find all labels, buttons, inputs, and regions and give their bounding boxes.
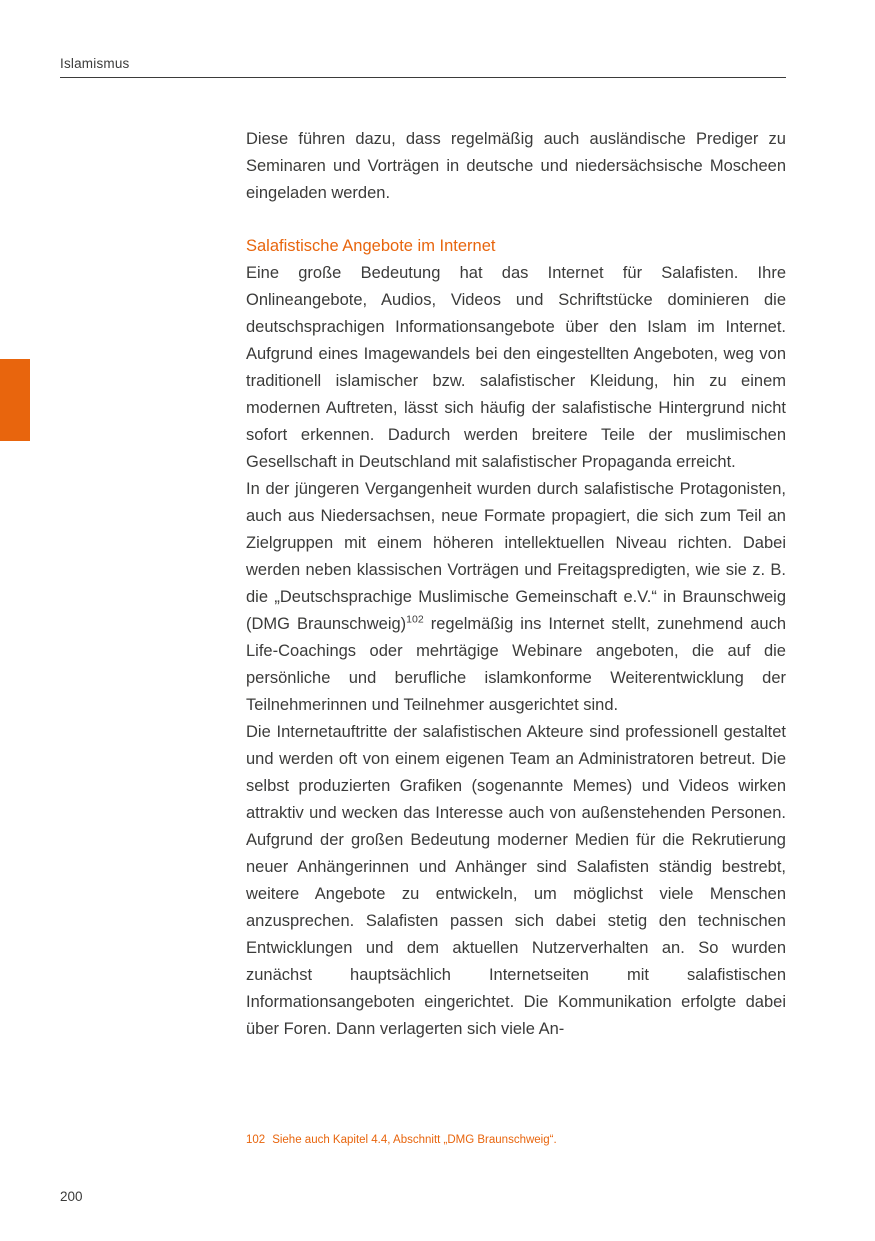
footnote — [246, 1133, 786, 1148]
paragraph-text-after-footnote: regelmäßig ins Internet stellt, zunehmend auch Life-Coachings oder mehrtägige Webinare angeboten, die auf die persönliche und berufliche islamkonforme Weiterentwicklung der Teilnehmerinnen und Teilnehmer ausgerichtet sind. — [246, 615, 786, 714]
section-heading: Salafistische Angebote im Internet — [246, 237, 496, 255]
paragraph-internet-bedeutung: Eine große Bedeutung hat das Internet für Salafisten. Ihre Onlineangebote, Audios, Videos und Schriftstücke dominieren die deutschsprachigen Informationsangebote über den Islam im Internet. Aufgrund eines Imagewandels bei den eingestellten Angeboten, weg von traditionell islamischer bzw. salafistischer Kleidung, hin zu einem modernen Auftreten, lässt sich häufig der salafistische Hintergrund nicht sofort erkennen. Dadurch werden breitere Teile der muslimischen Gesellschaft in Deutschland mit salafistischer Propaganda erreicht. — [246, 264, 786, 471]
paragraph-neue-formate — [246, 476, 786, 719]
paragraph-intro: Diese führen dazu, dass regelmäßig auch ausländische Prediger zu Seminaren und Vorträgen in deutsche und niedersächsische Moscheen eingeladen werden. — [246, 130, 786, 202]
footnote-number: 102 — [246, 1134, 266, 1146]
paragraph-internetauftritte: Die Internetauftritte der salafistischen Akteure sind professionell gestaltet und werden oft von einem eigenen Team an Administratoren betreut. Die selbst produzierten Grafiken (sogenannte Memes) und Videos wirken attraktiv und wecken das Interesse auch von außenstehenden Personen. Aufgrund der großen Bedeutung moderner Medien für die Rekrutierung neuer Anhängerinnen und Anhänger sind Salafisten ständig bestrebt, weitere Angebote zu entwickeln, um möglichst viele Menschen anzusprechen. Salafisten passen sich dabei stetig den technischen Entwicklungen und dem aktuellen Nutzerverhalten an. So wurden zunächst hauptsächlich Internetseiten mit salafistischen Informationsangeboten eingerichtet. Die Kommunikation erfolgte dabei über Foren. Dann verlagerten sich viele An- — [246, 723, 786, 1038]
running-header-chapter-title: Islamismus — [60, 56, 130, 71]
body-text-column — [246, 126, 786, 1043]
page-number: 200 — [60, 1189, 83, 1204]
paragraph-text-before-footnote: In der jüngeren Vergangenheit wurden durch salafistische Protagonisten, auch aus Niedersachsen, neue Formate propagiert, die sich zum Teil an Zielgruppen mit einem höheren intellektuellen Niveau richten. Dabei werden neben klassischen Vorträgen und Freitagspredigten, wie sie z. B. die „Deutschsprachige Muslimische Gemeinschaft e.V.“ in Braunschweig (DMG Braunschweig) — [246, 480, 786, 633]
header-rule — [60, 77, 786, 78]
footnote-text: Siehe auch Kapitel 4.4, Abschnitt „DMG Braunschweig“. — [272, 1134, 557, 1146]
chapter-side-tab-marker — [0, 359, 30, 441]
footnote-reference-102: 102 — [406, 613, 424, 626]
